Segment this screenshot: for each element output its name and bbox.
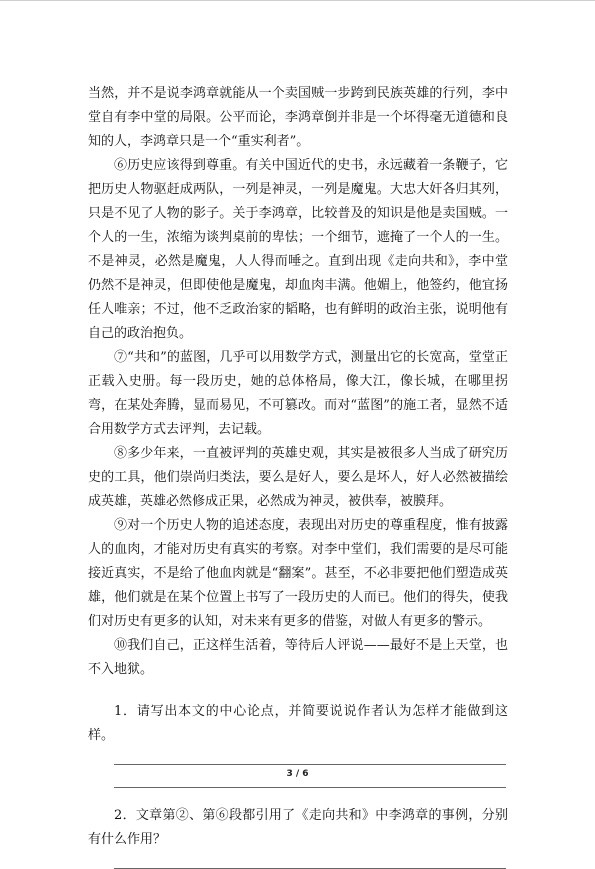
answer-line	[114, 764, 506, 765]
top-border	[0, 0, 595, 1]
paragraph-10: ⑩我们自己，正这样生活着，等待后人评说——最好不是上天堂，也不入地狱。	[88, 638, 508, 677]
question-2: 2．文章第②、第⑥段都引用了《走向共和》中李鸿章的事例，分别有什么作用？	[88, 808, 508, 847]
question-1: 1．请写出本文的中心论点，并简要说说作者认为怎样才能做到这样。	[88, 704, 508, 743]
paragraph-6: ⑥历史应该得到尊重。有关中国近代的史书，永远藏着一条鞭子，它把历史人物驱赶成两队，一列是神灵，一列是魔鬼。大忠大奸各归其列，只是不见了人物的影子。关于李鸿章，比较普及的知识是他是卖国贼。一个人的一生，浓缩为谈判桌前的卑怯；一个细节，遮掩了一个人的一生。不是神灵，必然是魔鬼，人人得而唾之。直到出现《走向共和》，李中堂仍然不是神灵，但即使他是魔鬼，却血肉丰满。他媚上，他签约，他宜扬任人唯亲；不过，他不乏政治家的韬略，也有鲜明的政治主张，说明他有自己的政治抱负。	[88, 158, 508, 341]
paragraph-7: ⑦“共和”的蓝图，几乎可以用数学方式，测量出它的长宽高，堂堂正正载入史册。每一段历史，她的总体格局，像大江，像长城，在哪里拐弯，在某处奔腾，显而易见，不可篡改。而对“蓝图”的施工者，显然不适合用数学方式去评判，去记载。	[88, 350, 508, 437]
page-content	[88, 82, 508, 869]
paragraph-9: ⑨对一个历史人物的追述态度，表现出对历史的尊重程度，惟有披露人的血肉，才能对历史有真实的考察。对李中堂们，我们需要的是尽可能接近真实，不是给了他血肉就是“翻案”。甚至，不必非要把他们塑造成英雄，他们就是在某个位置上书写了一段历史的人而已。他们的得失，使我们对历史有更多的认知，对未来有更多的借鉴，对做人有更多的警示。	[88, 518, 508, 629]
paragraph-continued: 当然，并不是说李鸿章就能从一个卖国贼一步跨到民族英雄的行列，李中堂自有李中堂的局限。公平而论，李鸿章倒并非是一个坏得毫无道德和良知的人，李鸿章只是一个“重实利者”。	[88, 86, 508, 149]
answer-line	[114, 787, 506, 788]
paragraph-8: ⑧多少年来，一直被评判的英雄史观，其实是被很多人当成了研究历史的工具，他们崇尚归类法，要么是好人，要么是坏人，好人必然被描绘成英雄，英雄必然修成正果，必然成为神灵，被供奉，被膜拜。	[88, 446, 508, 509]
page-number: 3 / 6	[286, 769, 309, 779]
